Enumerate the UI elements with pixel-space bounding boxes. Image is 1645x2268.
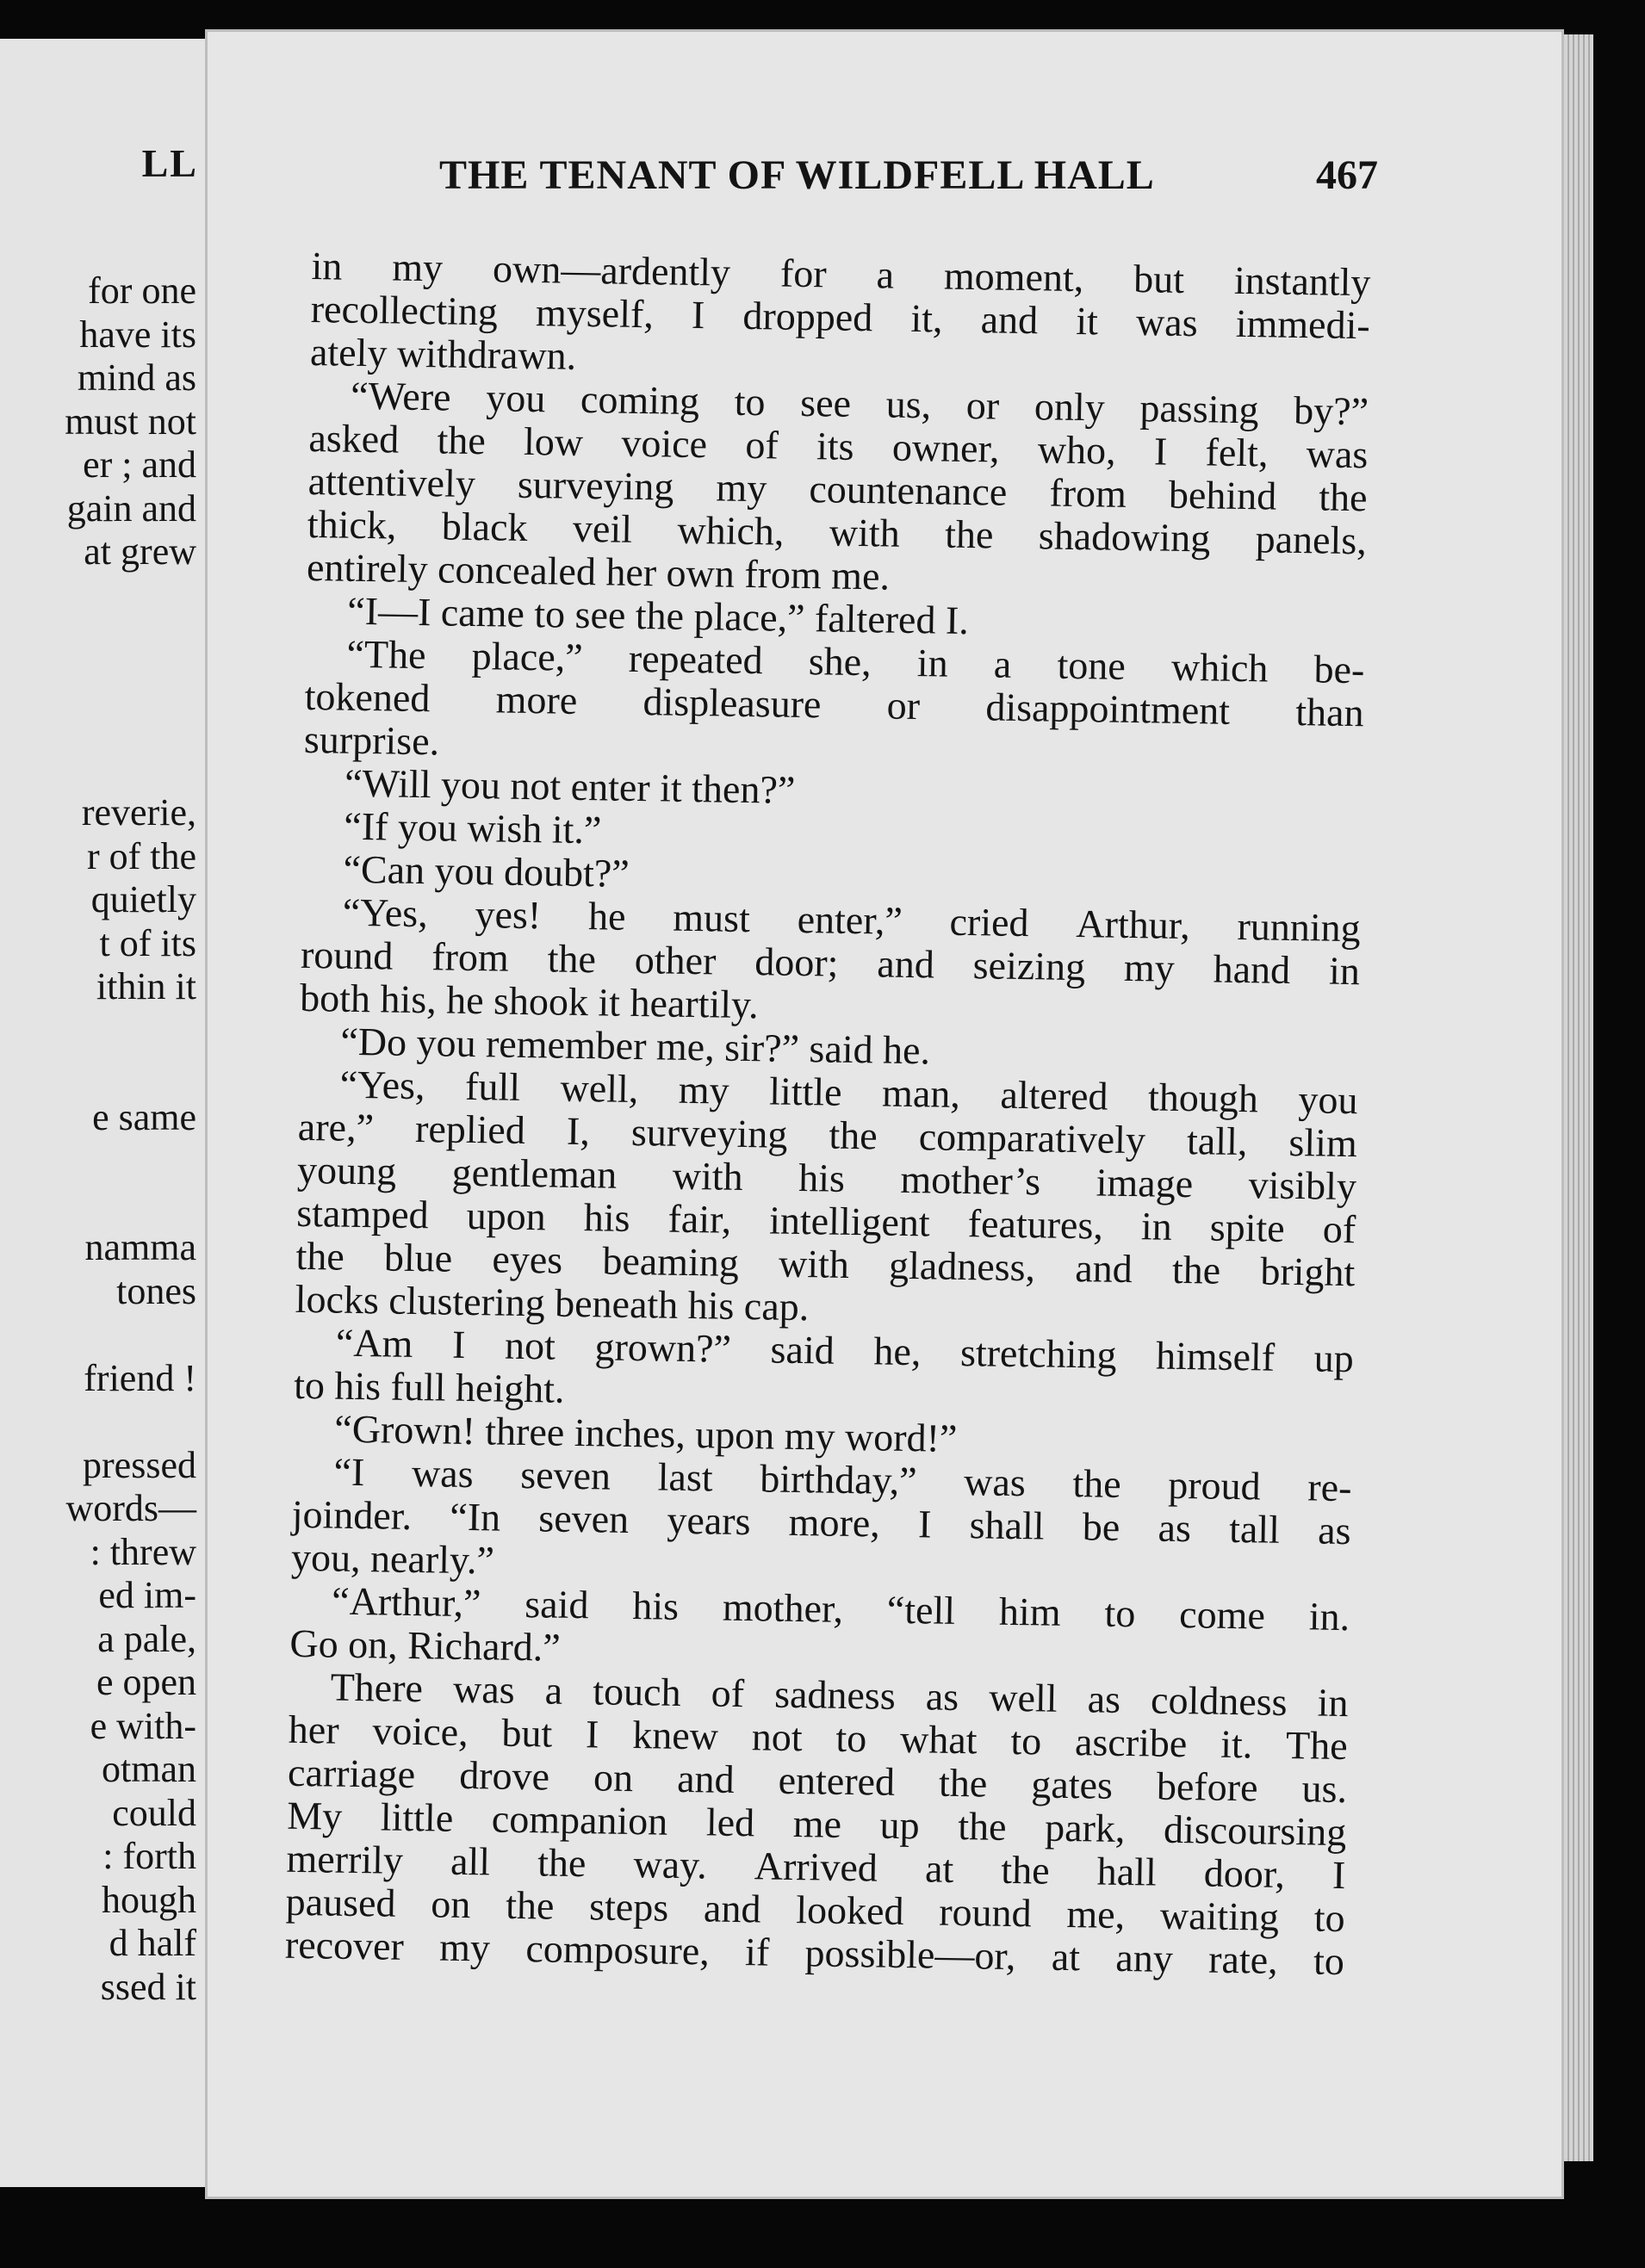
- left-text-line: reverie,: [81, 791, 196, 833]
- text-line: both his, he shook it heartily.: [299, 975, 759, 1027]
- text-line: the blue eyes beaming with gladness, and the bright: [295, 1233, 1356, 1295]
- text-line: locks clustering beneath his cap.: [295, 1276, 810, 1329]
- left-text-line: must not: [65, 400, 196, 443]
- text-line: “The place,” repeated she, in a tone which be-: [346, 631, 1365, 692]
- left-text-line: : forth: [102, 1835, 196, 1877]
- left-text-line: tones: [116, 1269, 196, 1312]
- left-text-line: mind as: [77, 356, 196, 399]
- left-text-line: at grew: [84, 530, 196, 573]
- text-line: merrily all the way. Arrived at the hall door, I: [286, 1836, 1346, 1898]
- text-line: “Grown! three inches, upon my word!”: [334, 1406, 958, 1460]
- text-line: ately withdrawn.: [309, 329, 577, 378]
- left-text-line: d half: [109, 1922, 196, 1964]
- text-line: asked the low voice of its owner, who, I felt, was: [308, 415, 1369, 477]
- text-line: attentively surveying my countenance from behind the: [307, 458, 1368, 520]
- page-edges: [1564, 34, 1593, 2161]
- left-text-line: t of its: [99, 921, 196, 964]
- left-text-line: otman: [102, 1748, 196, 1790]
- text-line: There was a touch of sadness as well as coldness in: [330, 1664, 1349, 1726]
- text-line: “Yes, full well, my little man, altered though you: [339, 1062, 1358, 1123]
- left-text-line: friend !: [84, 1356, 196, 1399]
- text-line: “Yes, yes! he must enter,” cried Arthur, running: [342, 889, 1362, 951]
- left-text-line: ssed it: [100, 1965, 196, 2008]
- text-line: recover my composure, if possible—or, at any rate, to: [284, 1922, 1345, 1984]
- text-line: “If you wish it.”: [344, 803, 602, 852]
- left-text-line: e same: [92, 1095, 196, 1138]
- text-line: stamped upon his fair, intelligent features, in spite of: [295, 1190, 1356, 1252]
- text-line: thick, black veil which, with the shadowing panels,: [307, 501, 1368, 563]
- page-number: 467: [1316, 152, 1378, 198]
- left-text-line: quietly: [90, 878, 196, 920]
- left-text-line: : threw: [90, 1530, 196, 1573]
- text-line: her voice, but I knew not to what to ascribe it. The: [288, 1707, 1349, 1769]
- text-line: in my own—ardently for a moment, but instantly: [311, 244, 1371, 305]
- left-text-line: namma: [84, 1226, 196, 1268]
- text-line: carriage drove on and entered the gates before us.: [287, 1750, 1348, 1812]
- left-text-line: ithin it: [96, 965, 196, 1007]
- text-line: “I was seven last birthday,” was the proud re-: [333, 1449, 1352, 1510]
- text-line: “Am I not grown?” said he, stretching himself up: [335, 1320, 1355, 1381]
- left-text-line: for one: [88, 270, 196, 312]
- left-text-line: a pale,: [97, 1617, 196, 1660]
- text-line: My little companion led me up the park, discoursing: [286, 1793, 1347, 1855]
- text-line: round from the other door; and seizing my hand in: [300, 932, 1361, 994]
- text-line: “Were you coming to see us, or only passing by?”: [350, 373, 1369, 434]
- running-head: [439, 152, 1378, 199]
- text-line: tokened more displeasure or disappointment than: [304, 673, 1364, 735]
- text-line: Go on, Richard.”: [289, 1620, 562, 1670]
- left-text-line: r of the: [86, 834, 196, 877]
- text-line: “Can you doubt?”: [343, 846, 630, 895]
- left-page: [0, 39, 231, 2187]
- text-line: “Do you remember me, sir?” said he.: [340, 1019, 931, 1073]
- left-text-line: words—: [65, 1487, 196, 1529]
- left-text-line: e with-: [90, 1704, 196, 1747]
- text-line: young gentleman with his mother’s image visibly: [296, 1147, 1357, 1209]
- text-line: paused on the steps and looked round me, waiting to: [285, 1879, 1346, 1941]
- text-line: are,” replied I, surveying the comparatively tall, slim: [297, 1104, 1358, 1166]
- left-text-line: could: [112, 1791, 196, 1834]
- text-line: “Will you not enter it then?”: [344, 760, 796, 812]
- left-text-line: ed im-: [98, 1574, 196, 1616]
- running-title: THE TENANT OF WILDFELL HALL: [439, 152, 1155, 198]
- left-text-line: pressed: [83, 1443, 196, 1486]
- left-text-line: e open: [96, 1661, 196, 1703]
- left-text-line: hough: [102, 1878, 196, 1921]
- body-text: [285, 245, 1371, 1984]
- text-line: to his full height.: [293, 1362, 565, 1411]
- left-running-head-fragment: LL: [141, 141, 198, 185]
- left-text-line: gain and: [66, 486, 196, 530]
- text-line: you, nearly.”: [290, 1534, 495, 1583]
- text-line: entirely concealed her own from me.: [306, 544, 891, 598]
- left-text-line: have its: [79, 313, 196, 356]
- text-line: “Arthur,” said his mother, “tell him to come in.: [331, 1578, 1350, 1639]
- text-line: joinder. “In seven years more, I shall be as tall as: [291, 1491, 1351, 1553]
- left-text-line: er ; and: [83, 443, 196, 486]
- text-line: “I—I came to see the place,” faltered I.: [346, 588, 970, 643]
- text-line: surprise.: [303, 716, 440, 764]
- text-line: recollecting myself, I dropped it, and it was immedi-: [310, 286, 1371, 348]
